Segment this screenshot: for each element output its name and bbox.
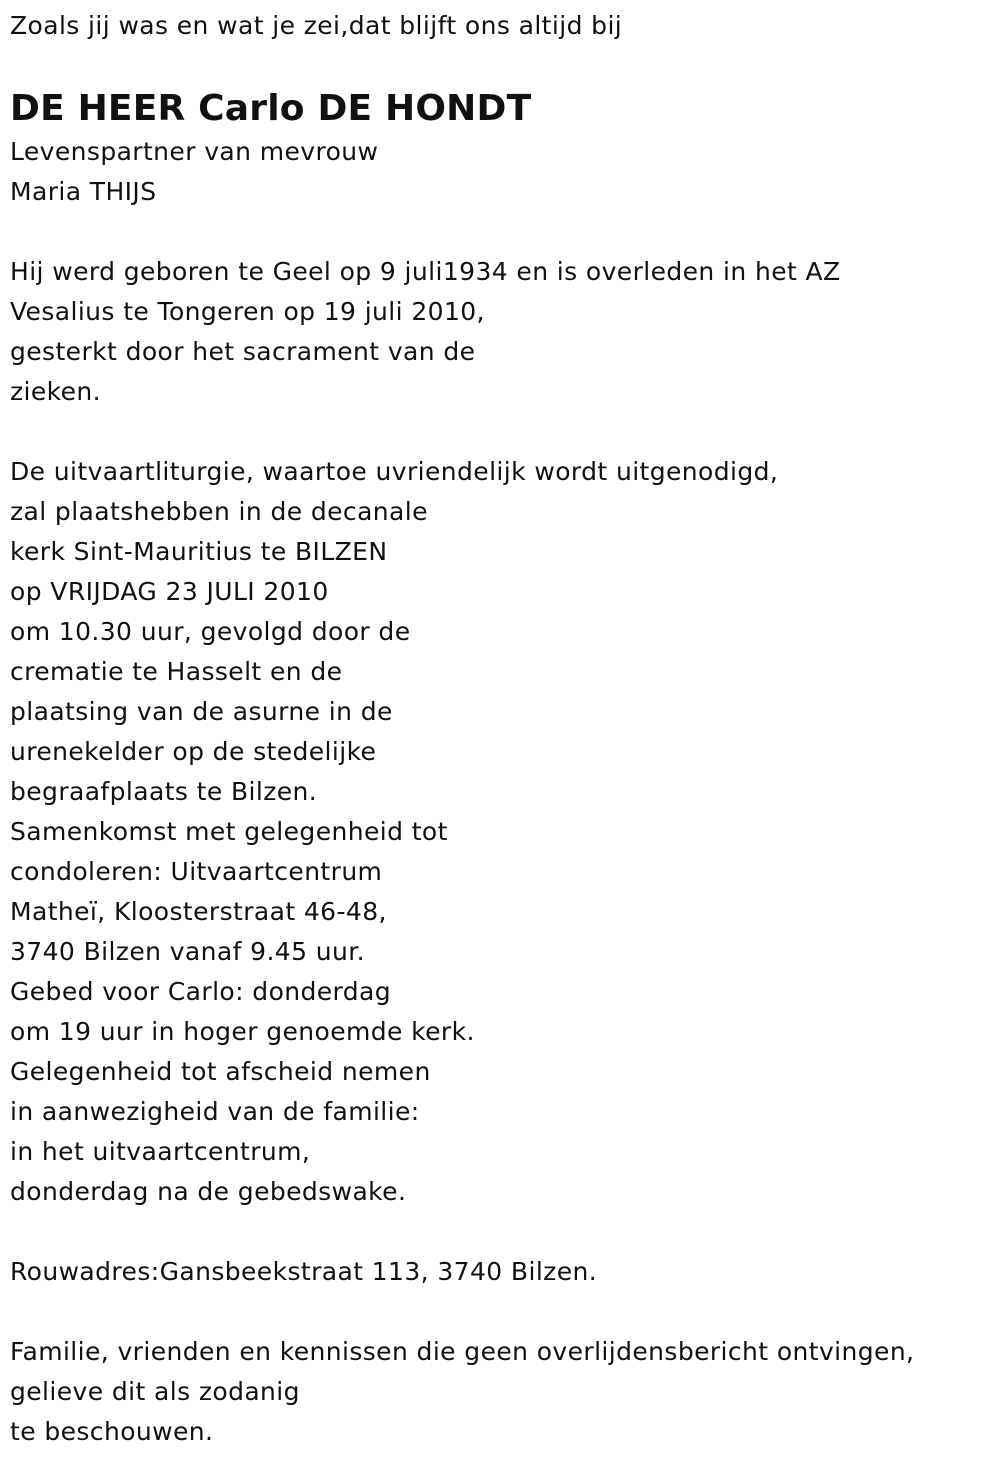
ceremony-line: in het uitvaartcentrum, xyxy=(10,1137,311,1166)
mourning-address: Rouwadres:Gansbeekstraat 113, 3740 Bilzen. xyxy=(10,1257,598,1286)
motto: Zoals jij was en wat je zei,dat blijft ons altijd bij xyxy=(10,11,623,40)
closing-line: te beschouwen. xyxy=(10,1417,214,1446)
ceremony-line: Gebed voor Carlo: donderdag xyxy=(10,977,392,1006)
ceremony-line: donderdag na de gebedswake. xyxy=(10,1177,407,1206)
birth-death-section xyxy=(10,252,990,412)
closing-line: Familie, vrienden en kennissen die geen overlijdensbericht ontvingen, xyxy=(10,1337,915,1366)
ceremony-line: zal plaatshebben in de decanale xyxy=(10,497,428,526)
ceremony-line: 3740 Bilzen vanaf 9.45 uur. xyxy=(10,937,365,966)
ceremony-line: plaatsing van de asurne in de xyxy=(10,697,393,726)
closing-section xyxy=(10,1332,990,1452)
ceremony-line: om 10.30 uur, gevolgd door de xyxy=(10,617,411,646)
spacer xyxy=(10,1292,990,1332)
partner-section xyxy=(10,132,990,212)
death-notice xyxy=(10,6,990,1452)
closing-line: gelieve dit als zodanig xyxy=(10,1377,300,1406)
birth-death-line: gesterkt door het sacrament van de xyxy=(10,337,476,366)
birth-death-line: zieken. xyxy=(10,377,102,406)
spacer xyxy=(10,1212,990,1252)
ceremony-line: begraafplaats te Bilzen. xyxy=(10,777,318,806)
ceremony-line: condoleren: Uitvaartcentrum xyxy=(10,857,383,886)
birth-death-line: Hij werd geboren te Geel op 9 juli1934 en is overleden in het AZ xyxy=(10,257,841,286)
ceremony-line: De uitvaartliturgie, waartoe uvriendelijk wordt uitgenodigd, xyxy=(10,457,779,486)
ceremony-line: urenekelder op de stedelijke xyxy=(10,737,377,766)
ceremony-line: om 19 uur in hoger genoemde kerk. xyxy=(10,1017,475,1046)
ceremony-line: crematie te Hasselt en de xyxy=(10,657,343,686)
ceremony-line: Gelegenheid tot afscheid nemen xyxy=(10,1057,431,1086)
ceremony-section xyxy=(10,452,990,1212)
birth-death-line: Vesalius te Tongeren op 19 juli 2010, xyxy=(10,297,485,326)
partner-line: Levenspartner van mevrouw xyxy=(10,137,379,166)
ceremony-line: kerk Sint-Mauritius te BILZEN xyxy=(10,537,388,566)
ceremony-line: Samenkomst met gelegenheid tot xyxy=(10,817,448,846)
ceremony-line: in aanwezigheid van de familie: xyxy=(10,1097,420,1126)
spacer xyxy=(10,212,990,252)
ceremony-line: Matheï, Kloosterstraat 46-48, xyxy=(10,897,387,926)
partner-line: Maria THIJS xyxy=(10,177,157,206)
spacer xyxy=(10,412,990,452)
ceremony-line: op VRIJDAG 23 JULI 2010 xyxy=(10,577,329,606)
deceased-name: DE HEER Carlo DE HONDT xyxy=(10,88,532,129)
